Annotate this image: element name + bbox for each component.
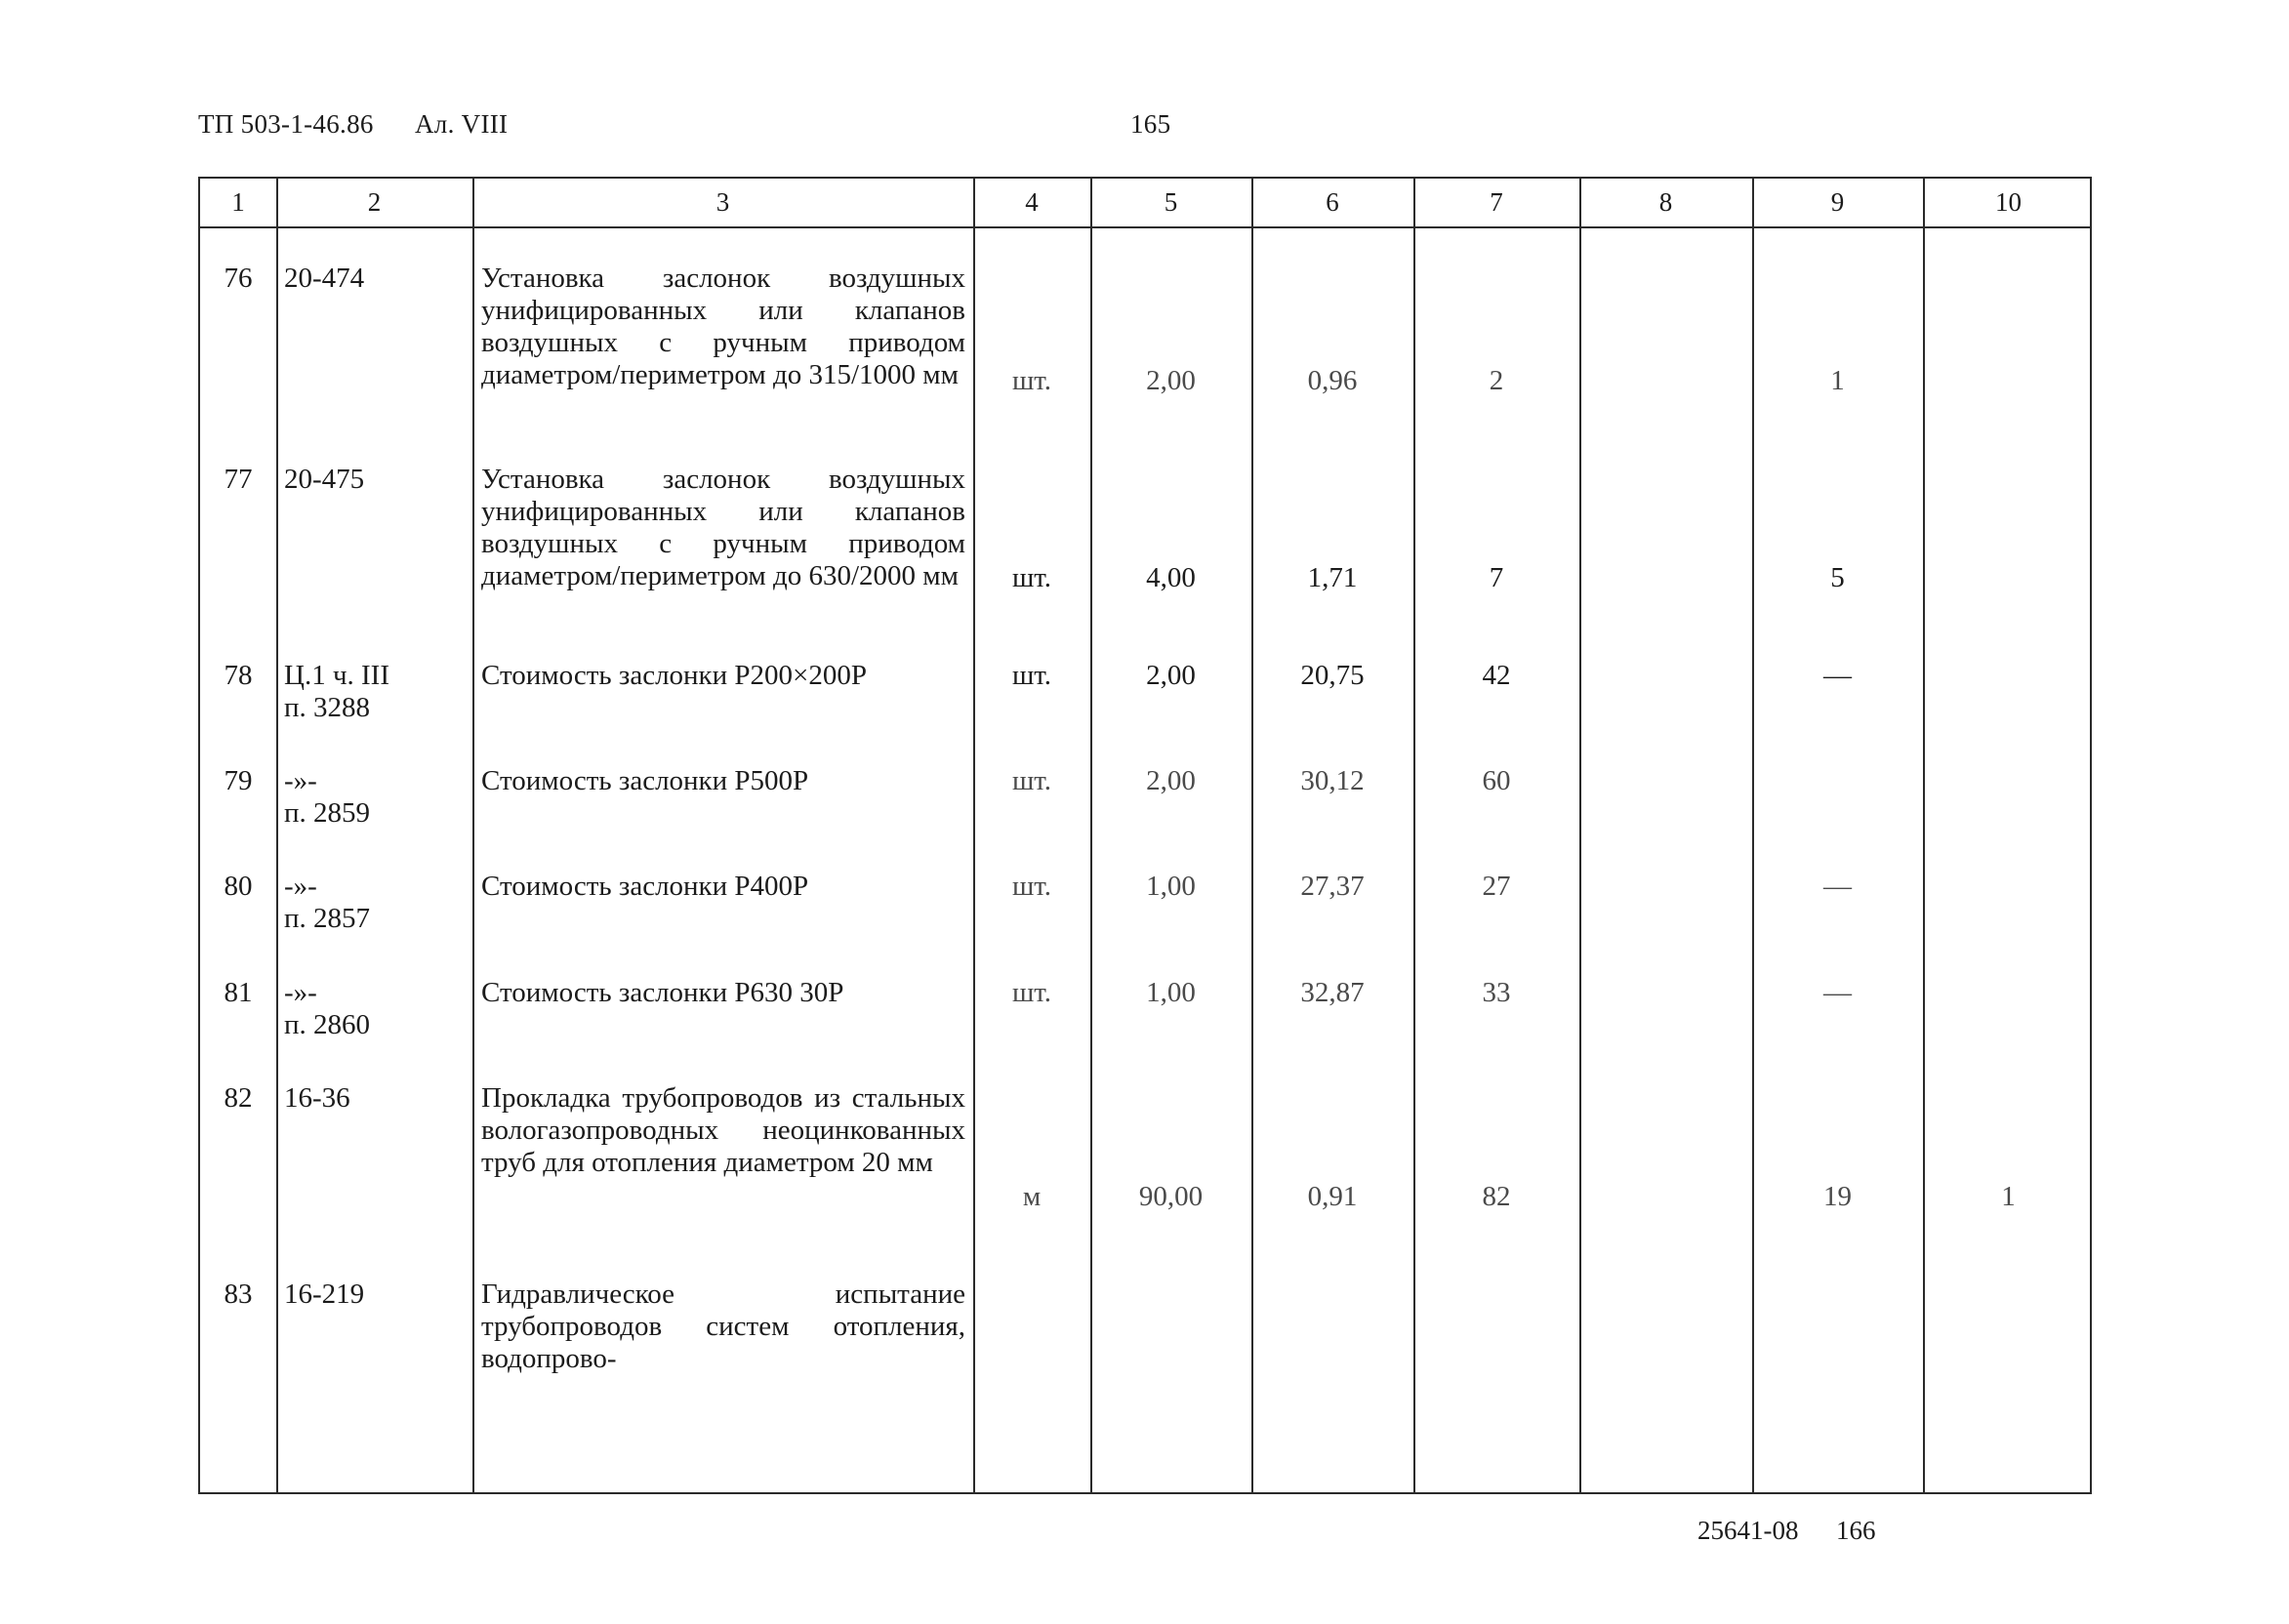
column-header-2: 2 (367, 187, 382, 217)
unit: шт. (1011, 871, 1052, 902)
total-cost: 2 (1489, 365, 1504, 396)
rate-code: 16-219 (284, 1279, 365, 1310)
quantity: 1,00 (1146, 977, 1196, 1008)
quantity: 2,00 (1146, 365, 1196, 396)
row-number: 82 (224, 1082, 253, 1114)
column-9-value: — (1823, 871, 1852, 902)
work-description: Установка заслонок воздушных унифицированных или клапанов воздушных с ручным приводом диаметром/периметром до 630/2000 мм (481, 464, 965, 591)
column-9-value: 19 (1823, 1181, 1852, 1212)
quantity: 1,00 (1146, 871, 1196, 902)
work-description: Гидравлическое испытание трубопроводов систем отопления, водопрово- (481, 1279, 965, 1374)
row-number: 83 (224, 1279, 253, 1310)
unit-price: 1,71 (1307, 562, 1358, 593)
rate-code: -»- (284, 765, 317, 796)
quantity: 4,00 (1146, 562, 1196, 593)
unit: шт. (1011, 562, 1052, 593)
rate-code: Ц.1 ч. III (284, 660, 389, 691)
total-cost: 33 (1482, 977, 1511, 1008)
work-description: Стоимость заслонки Р500Р (481, 765, 809, 796)
unit-price: 30,12 (1300, 765, 1365, 796)
rate-code-item: п. 2859 (284, 797, 371, 829)
column-header-3: 3 (715, 187, 730, 217)
footer-page-number: 166 (1836, 1516, 1876, 1545)
column-header-7: 7 (1490, 187, 1503, 217)
column-9-value: — (1823, 977, 1852, 1008)
quantity: 90,00 (1138, 1181, 1204, 1212)
rate-code-item: п. 2860 (284, 1009, 371, 1040)
album-number: Ал. VIII (415, 109, 509, 139)
column-header-9: 9 (1830, 187, 1845, 217)
row-number: 80 (224, 871, 253, 902)
unit-price: 0,91 (1307, 1181, 1358, 1212)
row-number: 81 (224, 977, 253, 1008)
estimate-table (198, 177, 2092, 1494)
unit-price: 32,87 (1300, 977, 1365, 1008)
work-description: Стоимость заслонки Р200×200Р (481, 660, 868, 691)
column-header-6: 6 (1326, 187, 1339, 217)
unit: шт. (1011, 765, 1052, 796)
row-number: 77 (224, 464, 253, 495)
column-9-value: 1 (1830, 365, 1845, 396)
footer-document-code: 25641-08 (1697, 1516, 1799, 1545)
column-divider (276, 179, 278, 1492)
unit-price: 27,37 (1300, 871, 1365, 902)
column-header-10: 10 (1995, 187, 2022, 217)
column-header-5: 5 (1164, 187, 1178, 217)
column-divider (1579, 179, 1581, 1492)
rate-code: 20-474 (284, 263, 365, 294)
column-header-8: 8 (1658, 187, 1673, 217)
work-description: Стоимость заслонки Р400Р (481, 871, 809, 902)
quantity: 2,00 (1146, 765, 1196, 796)
rate-code: 20-475 (284, 464, 365, 495)
document-code: ТП 503-1-46.86 (198, 109, 374, 139)
work-description: Стоимость заслонки Р630 30Р (481, 977, 844, 1008)
column-header-4: 4 (1025, 187, 1039, 217)
rate-code-item: п. 3288 (284, 692, 371, 723)
row-number: 78 (224, 660, 253, 691)
quantity: 2,00 (1146, 660, 1196, 691)
rate-code-item: п. 2857 (284, 903, 371, 934)
row-number: 79 (224, 765, 253, 796)
column-10-value: 1 (2001, 1181, 2016, 1212)
total-cost: 27 (1482, 871, 1511, 902)
column-9-value: — (1823, 660, 1852, 691)
work-description: Установка заслонок воздушных унифицированных или клапанов воздушных с ручным приводом диаметром/периметром до 315/1000 мм (481, 263, 965, 390)
rate-code: 16-36 (284, 1082, 350, 1114)
total-cost: 7 (1489, 562, 1504, 593)
header-divider (200, 226, 2090, 228)
column-header-1: 1 (231, 187, 245, 217)
page-number: 165 (1130, 109, 1171, 139)
total-cost: 42 (1482, 660, 1511, 691)
unit: м (1022, 1181, 1042, 1212)
column-divider (1923, 179, 1925, 1492)
unit-price: 0,96 (1307, 365, 1358, 396)
work-description: Прокладка трубопроводов из стальных вологазопроводных неоцинкованных труб для отопления диаметром 20 мм (481, 1082, 965, 1178)
total-cost: 82 (1482, 1181, 1511, 1212)
row-number: 76 (224, 263, 253, 294)
column-9-value: 5 (1830, 562, 1845, 593)
unit-price: 20,75 (1300, 660, 1365, 691)
unit: шт. (1011, 660, 1052, 691)
rate-code: -»- (284, 977, 317, 1008)
total-cost: 60 (1482, 765, 1511, 796)
unit: шт. (1011, 977, 1052, 1008)
column-divider (472, 179, 474, 1492)
unit: шт. (1011, 365, 1052, 396)
rate-code: -»- (284, 871, 317, 902)
